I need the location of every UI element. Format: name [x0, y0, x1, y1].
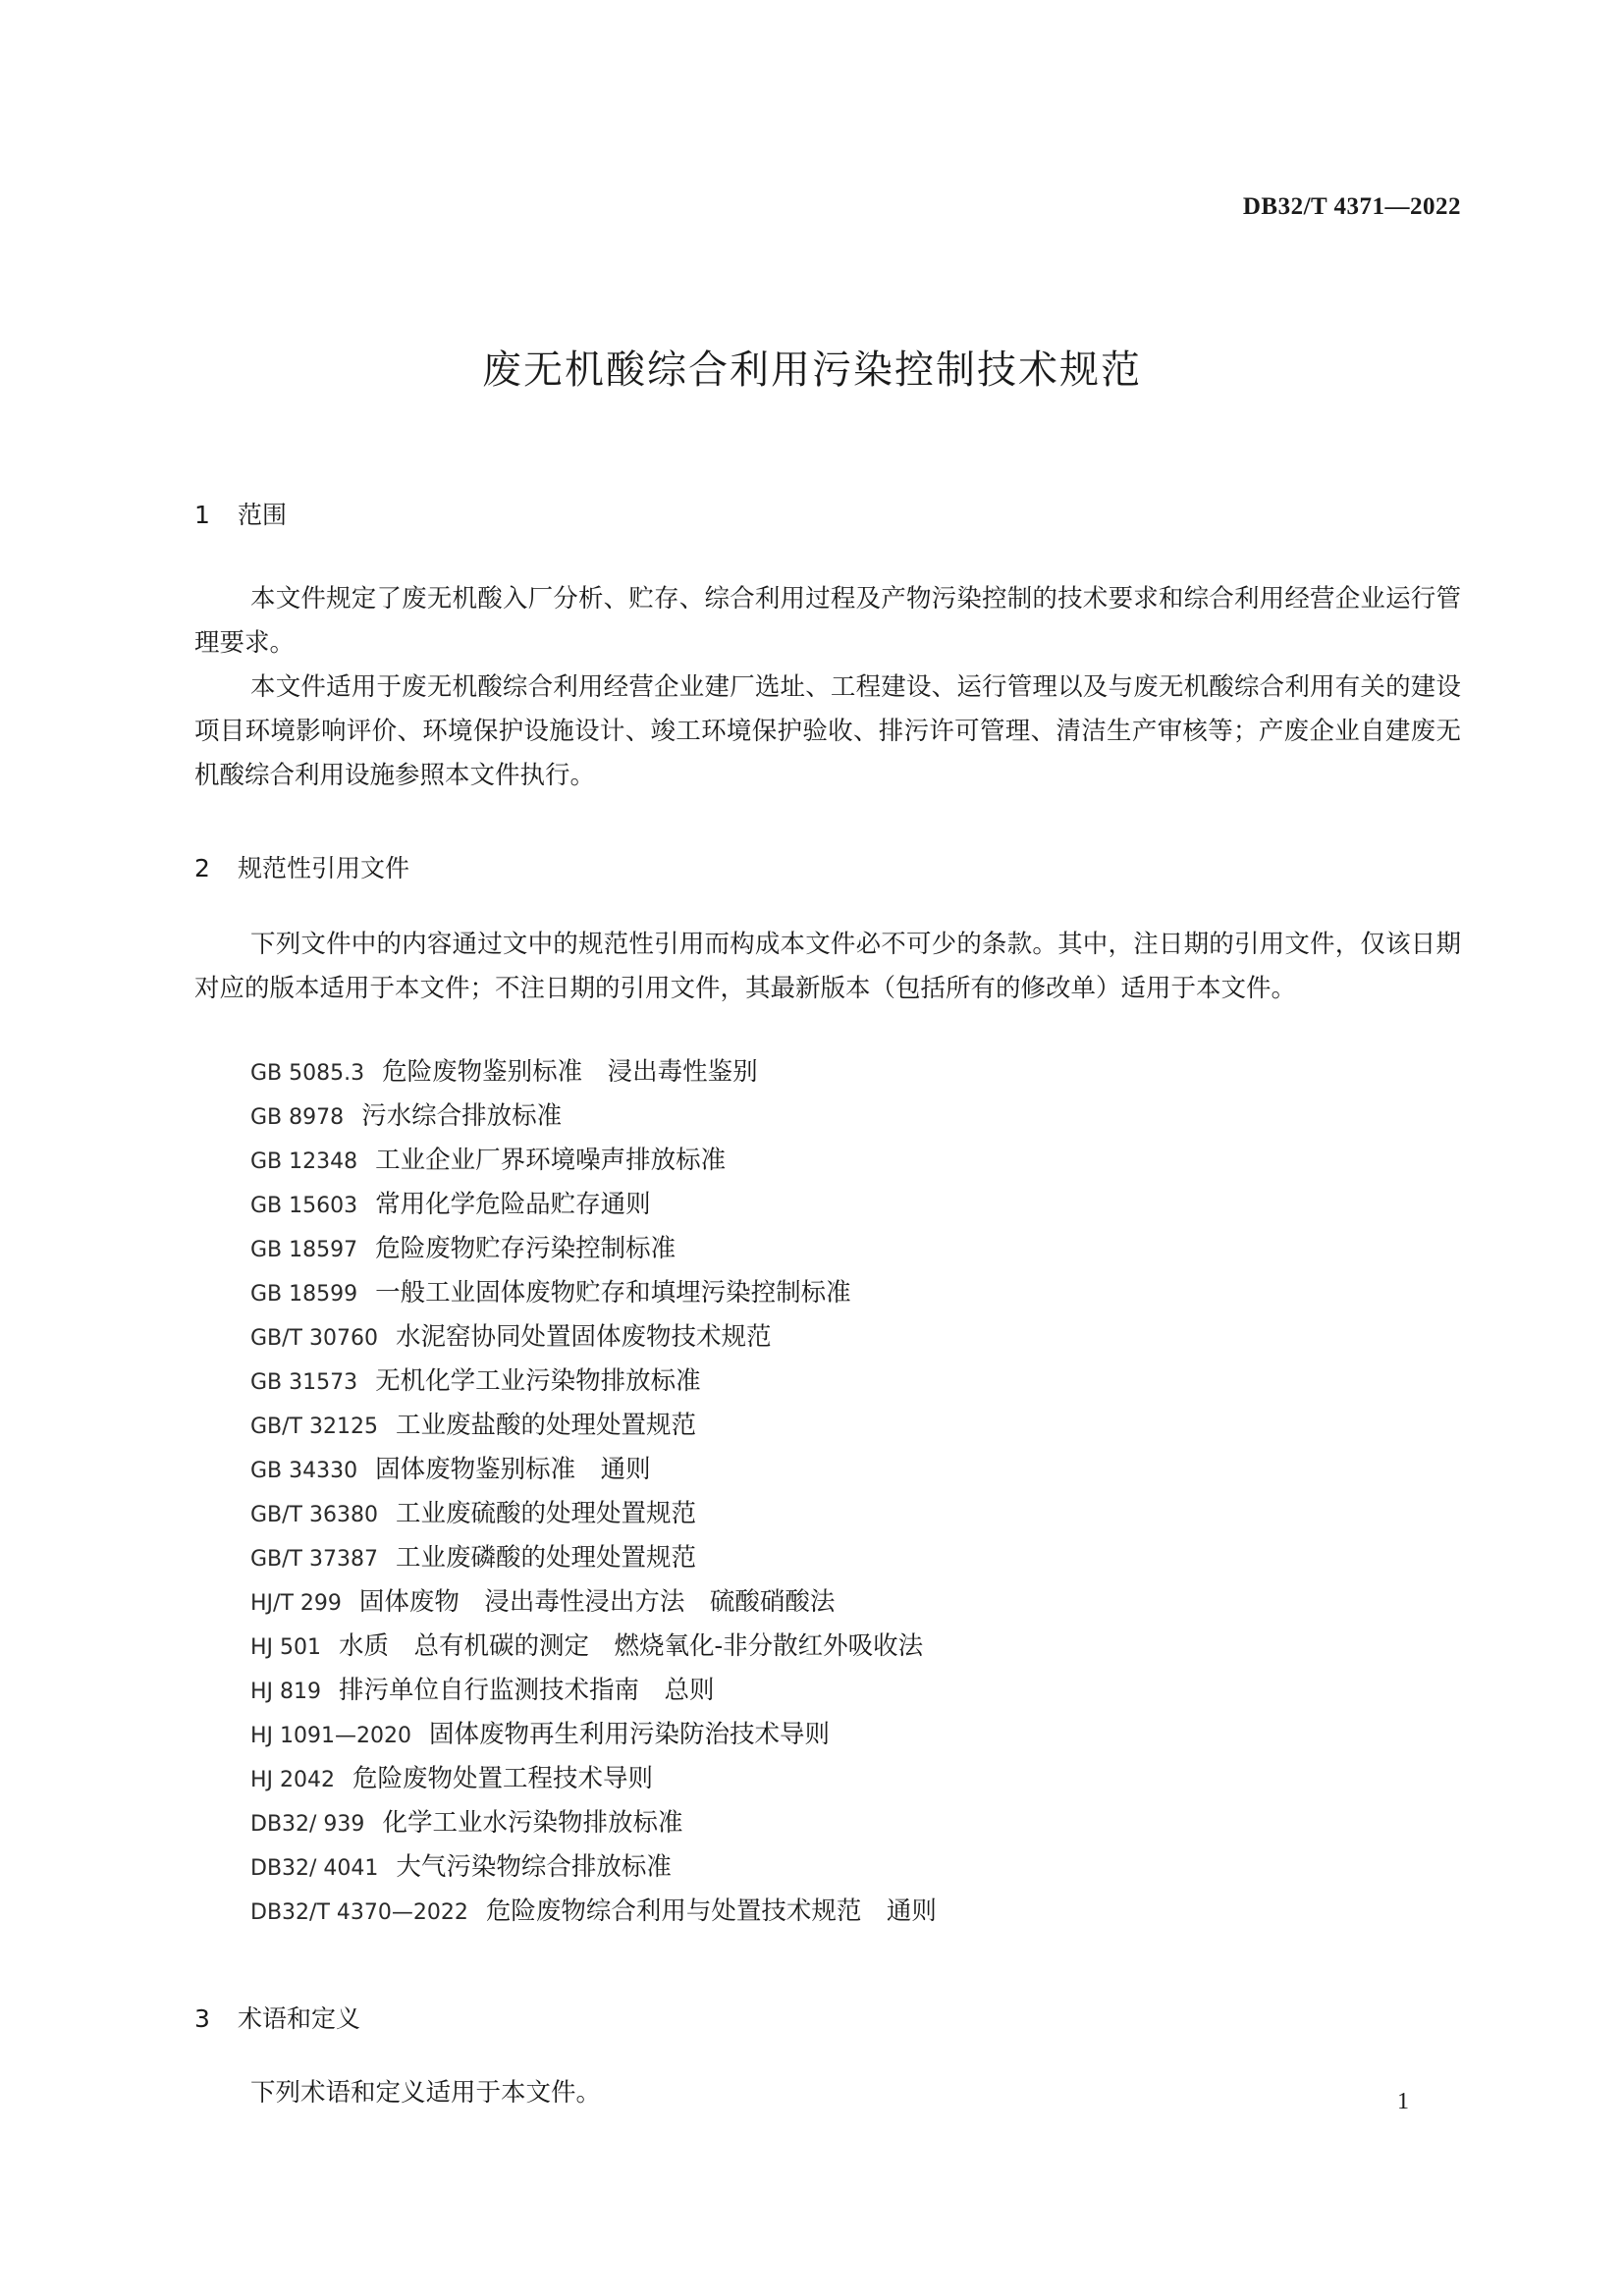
section-3-number: 3: [194, 2004, 210, 2033]
reference-item: [250, 1845, 937, 1890]
reference-title: 排污单位自行监测技术指南 总则: [339, 1676, 715, 1705]
section-2-title: 规范性引用文件: [238, 854, 410, 882]
reference-code: GB 5085.3: [250, 1061, 365, 1086]
reference-title: 固体废物鉴别标准 通则: [375, 1455, 651, 1484]
section-2-heading: [194, 849, 409, 884]
reference-title: 工业废磷酸的处理处置规范: [395, 1543, 696, 1573]
reference-item: [250, 1315, 937, 1360]
reference-title: 化学工业水污染物排放标准: [382, 1808, 683, 1838]
reference-title: 无机化学工业污染物排放标准: [375, 1366, 701, 1396]
reference-code: GB 31573: [250, 1370, 358, 1395]
reference-code: HJ 819: [250, 1680, 322, 1704]
reference-code: HJ/T 299: [250, 1591, 342, 1616]
reference-item: [250, 1625, 937, 1669]
document-code: DB32/T 4371—2022: [1242, 193, 1461, 220]
reference-code: GB/T 36380: [250, 1503, 378, 1527]
reference-code: GB 15603: [250, 1194, 358, 1218]
reference-code: HJ 501: [250, 1635, 322, 1660]
reference-title: 危险废物贮存污染控制标准: [375, 1234, 677, 1263]
reference-item: [250, 1227, 937, 1271]
reference-title: 危险废物处置工程技术导则: [352, 1764, 654, 1793]
reference-item: [250, 1050, 937, 1095]
reference-title: 固体废物 浸出毒性浸出方法 硫酸硝酸法: [358, 1587, 836, 1617]
reference-item: [250, 1536, 937, 1580]
reference-title: 常用化学危险品贮存通则: [375, 1190, 651, 1219]
section-3-intro: 下列术语和定义适用于本文件。: [250, 2078, 602, 2108]
reference-item: [250, 1183, 937, 1227]
page-number: 1: [1397, 2089, 1409, 2114]
reference-code: GB 8978: [250, 1105, 345, 1130]
normative-reference-list: [250, 1050, 937, 1934]
reference-title: 工业企业厂界环境噪声排放标准: [375, 1146, 727, 1175]
reference-code: GB/T 32125: [250, 1415, 378, 1439]
reference-title: 污水综合排放标准: [361, 1101, 563, 1131]
reference-item: [250, 1492, 937, 1536]
reference-title: 危险废物综合利用与处置技术规范 通则: [485, 1896, 937, 1926]
reference-title: 水泥窑协同处置固体废物技术规范: [395, 1322, 772, 1352]
reference-code: DB32/ 4041: [250, 1856, 379, 1881]
reference-item: [250, 1713, 937, 1757]
reference-code: GB/T 37387: [250, 1547, 378, 1572]
reference-item: [250, 1448, 937, 1492]
reference-item: [250, 1404, 937, 1448]
reference-item: [250, 1360, 937, 1404]
reference-title: 一般工业固体废物贮存和填埋污染控制标准: [375, 1278, 851, 1308]
section-1-heading: [194, 496, 287, 531]
reference-item: [250, 1669, 937, 1713]
reference-item: [250, 1095, 937, 1139]
section-2-number: 2: [194, 854, 210, 882]
reference-item: [250, 1801, 937, 1845]
reference-code: HJ 2042: [250, 1768, 336, 1792]
reference-code: GB 34330: [250, 1459, 358, 1483]
reference-item: [250, 1271, 937, 1315]
reference-code: DB32/T 4370—2022: [250, 1900, 468, 1925]
reference-code: GB 18599: [250, 1282, 358, 1307]
section-1-paragraph-2: 本文件适用于废无机酸综合利用经营企业建厂选址、工程建设、运行管理以及与废无机酸综合利用有关的建设项目环境影响评价、环境保护设施设计、竣工环境保护验收、排污许可管理、清洁生产审核等；产废企业自建废无机酸综合利用设施参照本文件执行。: [194, 672, 1461, 790]
reference-title: 大气污染物综合排放标准: [396, 1852, 672, 1882]
reference-item: [250, 1757, 937, 1801]
document-title: 废无机酸综合利用污染控制技术规范: [482, 347, 1142, 393]
section-2-intro: 下列文件中的内容通过文中的规范性引用而构成本文件必不可少的条款。其中，注日期的引用文件，仅该日期对应的版本适用于本文件；不注日期的引用文件，其最新版本（包括所有的修改单）适用于本文件。: [194, 930, 1461, 1003]
section-1-paragraph-1: 本文件规定了废无机酸入厂分析、贮存、综合利用过程及产物污染控制的技术要求和综合利用经营企业运行管理要求。: [194, 584, 1461, 658]
reference-code: HJ 1091—2020: [250, 1724, 412, 1748]
reference-item: [250, 1139, 937, 1183]
reference-item: [250, 1890, 937, 1934]
section-1-title: 范围: [238, 501, 288, 529]
reference-title: 危险废物鉴别标准 浸出毒性鉴别: [382, 1057, 758, 1087]
reference-title: 工业废硫酸的处理处置规范: [395, 1499, 696, 1528]
section-1-number: 1: [194, 501, 210, 529]
reference-title: 工业废盐酸的处理处置规范: [395, 1411, 696, 1440]
reference-code: GB/T 30760: [250, 1326, 378, 1351]
section-3-title: 术语和定义: [238, 2004, 361, 2033]
reference-item: [250, 1580, 937, 1625]
section-3-heading: [194, 2000, 360, 2035]
reference-code: GB 12348: [250, 1149, 358, 1174]
reference-code: GB 18597: [250, 1238, 358, 1262]
reference-title: 固体废物再生利用污染防治技术导则: [429, 1720, 831, 1749]
reference-title: 水质 总有机碳的测定 燃烧氧化-非分散红外吸收法: [339, 1631, 924, 1661]
reference-code: DB32/ 939: [250, 1812, 365, 1837]
